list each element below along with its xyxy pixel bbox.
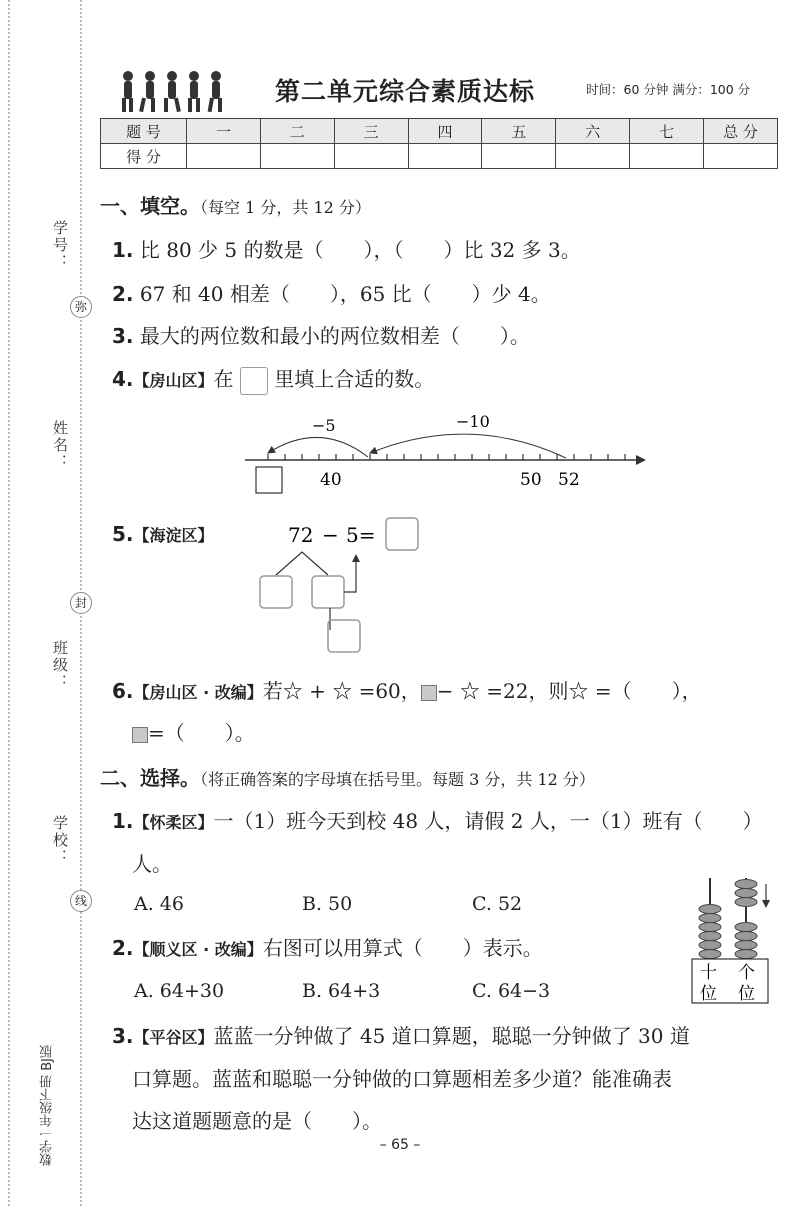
district-tag: 【怀柔区】 xyxy=(133,813,214,832)
decomposition-diagram xyxy=(250,510,430,660)
question-number: 3. xyxy=(112,1024,134,1048)
question-text: 最大的两位数和最小的两位数相差（ ）。 xyxy=(139,324,530,348)
score-header-cell: 一 xyxy=(187,119,261,144)
section1-heading-line xyxy=(100,190,371,219)
question-1-2 xyxy=(112,278,551,307)
score-cell[interactable] xyxy=(187,144,261,169)
score-header-cell: 总 分 xyxy=(704,119,778,144)
score-header-cell: 二 xyxy=(260,119,334,144)
seal-xian: 线 xyxy=(70,890,92,912)
question-1-4 xyxy=(112,363,434,395)
score-header-cell: 四 xyxy=(408,119,482,144)
score-cell[interactable] xyxy=(482,144,556,169)
abacus-label-ones-wei: 位 xyxy=(738,984,755,1004)
question-number: 1. xyxy=(112,238,134,262)
option-c[interactable]: C. 52 xyxy=(472,893,523,915)
jump-label-minus10: −10 xyxy=(456,412,490,431)
abacus-label-tens-wei: 位 xyxy=(700,984,717,1004)
score-cell[interactable] xyxy=(704,144,778,169)
jump-label-minus5: −5 xyxy=(312,416,336,435)
tick-label-52: 52 xyxy=(558,470,580,490)
result-box[interactable] xyxy=(386,518,418,550)
question-text-after: 里填上合适的数。 xyxy=(274,367,435,391)
score-cell[interactable] xyxy=(260,144,334,169)
running-kids-logo-icon xyxy=(118,70,230,114)
abacus-label-ones: 个 xyxy=(738,963,755,983)
gray-square-icon xyxy=(421,685,437,701)
question-2-3-line3: 达这道题题意的是（ ）。 xyxy=(132,1109,382,1133)
question-text: 蓝蓝一分钟做了 45 道口算题，聪聪一分钟做了 30 道 xyxy=(213,1024,690,1048)
score-header-cell: 三 xyxy=(334,119,408,144)
question-text: 一（1）班今天到校 48 人，请假 2 人，一（1）班有（ ） xyxy=(213,809,763,833)
score-cell[interactable] xyxy=(556,144,630,169)
section2-heading: 二、选择。 xyxy=(100,766,200,790)
name-label: 姓名： xyxy=(51,420,69,471)
option-b[interactable]: B. 64+3 xyxy=(302,980,381,1002)
binding-margin xyxy=(0,0,95,1206)
question-2-1-line2: 人。 xyxy=(132,852,172,876)
question-text: 若☆ + ☆ =60， xyxy=(262,679,421,703)
jump-arc-minus10 xyxy=(370,434,566,458)
book-label: 数学一年级下册 BJ版 xyxy=(40,1045,55,1166)
score-cell[interactable] xyxy=(408,144,482,169)
score-cell[interactable] xyxy=(334,144,408,169)
abacus-diagram xyxy=(688,872,778,1007)
question-text: 右图可以用算式（ ）表示。 xyxy=(262,936,543,960)
expr-72: 72 xyxy=(288,523,314,547)
dotted-line-outer xyxy=(8,0,10,1206)
page-title: 第二单元综合素质达标 xyxy=(275,77,536,106)
question-number: 1. xyxy=(112,809,134,833)
question-1-3 xyxy=(112,320,530,349)
score-row-label: 得 分 xyxy=(101,144,187,169)
district-tag: 【房山区 · 改编】 xyxy=(133,683,263,702)
question-text: =（ ）。 xyxy=(148,721,255,745)
question-2-2 xyxy=(112,932,543,961)
question-1-6-line2 xyxy=(132,717,255,746)
tick-label-40: 40 xyxy=(320,470,342,490)
question-number: 5. xyxy=(112,522,134,546)
section1-note: （每空 1 分，共 12 分） xyxy=(200,198,371,217)
question-number: 2. xyxy=(112,936,134,960)
score-cell[interactable] xyxy=(630,144,704,169)
split-box-left[interactable] xyxy=(260,576,292,608)
answer-box[interactable] xyxy=(240,367,268,395)
question-1-6-line1 xyxy=(112,675,702,704)
section1-heading: 一、填空。 xyxy=(100,194,200,218)
class-label: 班级： xyxy=(51,640,69,691)
district-tag: 【海淀区】 xyxy=(133,526,214,545)
tick-label-50: 50 xyxy=(520,470,542,490)
option-c[interactable]: C. 64−3 xyxy=(472,980,551,1002)
question-number: 6. xyxy=(112,679,134,703)
step-box[interactable] xyxy=(328,620,360,652)
question-2-1-line1 xyxy=(112,805,763,834)
option-a[interactable]: A. 46 xyxy=(134,893,184,915)
option-a[interactable]: A. 64+30 xyxy=(134,980,225,1002)
question-number: 4. xyxy=(112,367,134,391)
question-1-5 xyxy=(112,522,214,546)
number-line-answer-box[interactable] xyxy=(256,467,282,493)
score-header-cell: 五 xyxy=(482,119,556,144)
score-header-cell: 七 xyxy=(630,119,704,144)
section2-heading-line xyxy=(100,762,595,791)
page-number: – 65 – xyxy=(379,1137,421,1153)
split-lines xyxy=(276,552,328,575)
question-number: 3. xyxy=(112,324,134,348)
district-tag: 【顺义区 · 改编】 xyxy=(133,940,263,959)
expr-5: 5= xyxy=(346,523,376,547)
expr-minus: − xyxy=(322,523,339,547)
question-text: − ☆ =22，则☆ =（ ）， xyxy=(436,679,702,703)
score-table-score-row xyxy=(101,144,778,169)
question-2-3-line1 xyxy=(112,1020,690,1049)
split-box-right[interactable] xyxy=(312,576,344,608)
question-1-1 xyxy=(112,234,581,263)
score-header-cell: 题 号 xyxy=(101,119,187,144)
seal-feng: 封 xyxy=(70,592,92,614)
gray-square-icon xyxy=(132,727,148,743)
down-arrow-icon xyxy=(762,900,770,908)
score-header-cell: 六 xyxy=(556,119,630,144)
number-line-arrow-icon xyxy=(636,455,646,465)
option-b[interactable]: B. 50 xyxy=(302,893,353,915)
abacus-label-tens: 十 xyxy=(700,963,717,983)
arrow-up-icon xyxy=(352,554,360,562)
score-table xyxy=(100,118,778,169)
seal-mi: 弥 xyxy=(70,296,92,318)
arrow-up-line xyxy=(344,560,356,592)
score-table-header-row xyxy=(101,119,778,144)
question-text-before: 在 xyxy=(213,367,234,391)
district-tag: 【平谷区】 xyxy=(133,1028,214,1047)
school-label: 学校： xyxy=(51,815,69,866)
number-line-diagram xyxy=(240,405,660,500)
question-text: 比 80 少 5 的数是（ ），（ ）比 32 多 3。 xyxy=(139,238,581,262)
section2-note: （将正确答案的字母填在括号里。每题 3 分，共 12 分） xyxy=(200,770,595,789)
district-tag: 【房山区】 xyxy=(133,371,214,390)
question-text: 67 和 40 相差（ ），65 比（ ）少 4。 xyxy=(139,282,551,306)
student-id-label: 学号： xyxy=(51,220,69,271)
question-number: 2. xyxy=(112,282,134,306)
time-info: 时间：60 分钟 满分：100 分 xyxy=(586,82,751,97)
question-2-3-line2: 口算题。蓝蓝和聪聪一分钟做的口算题相差多少道？能准确表 xyxy=(132,1067,672,1091)
